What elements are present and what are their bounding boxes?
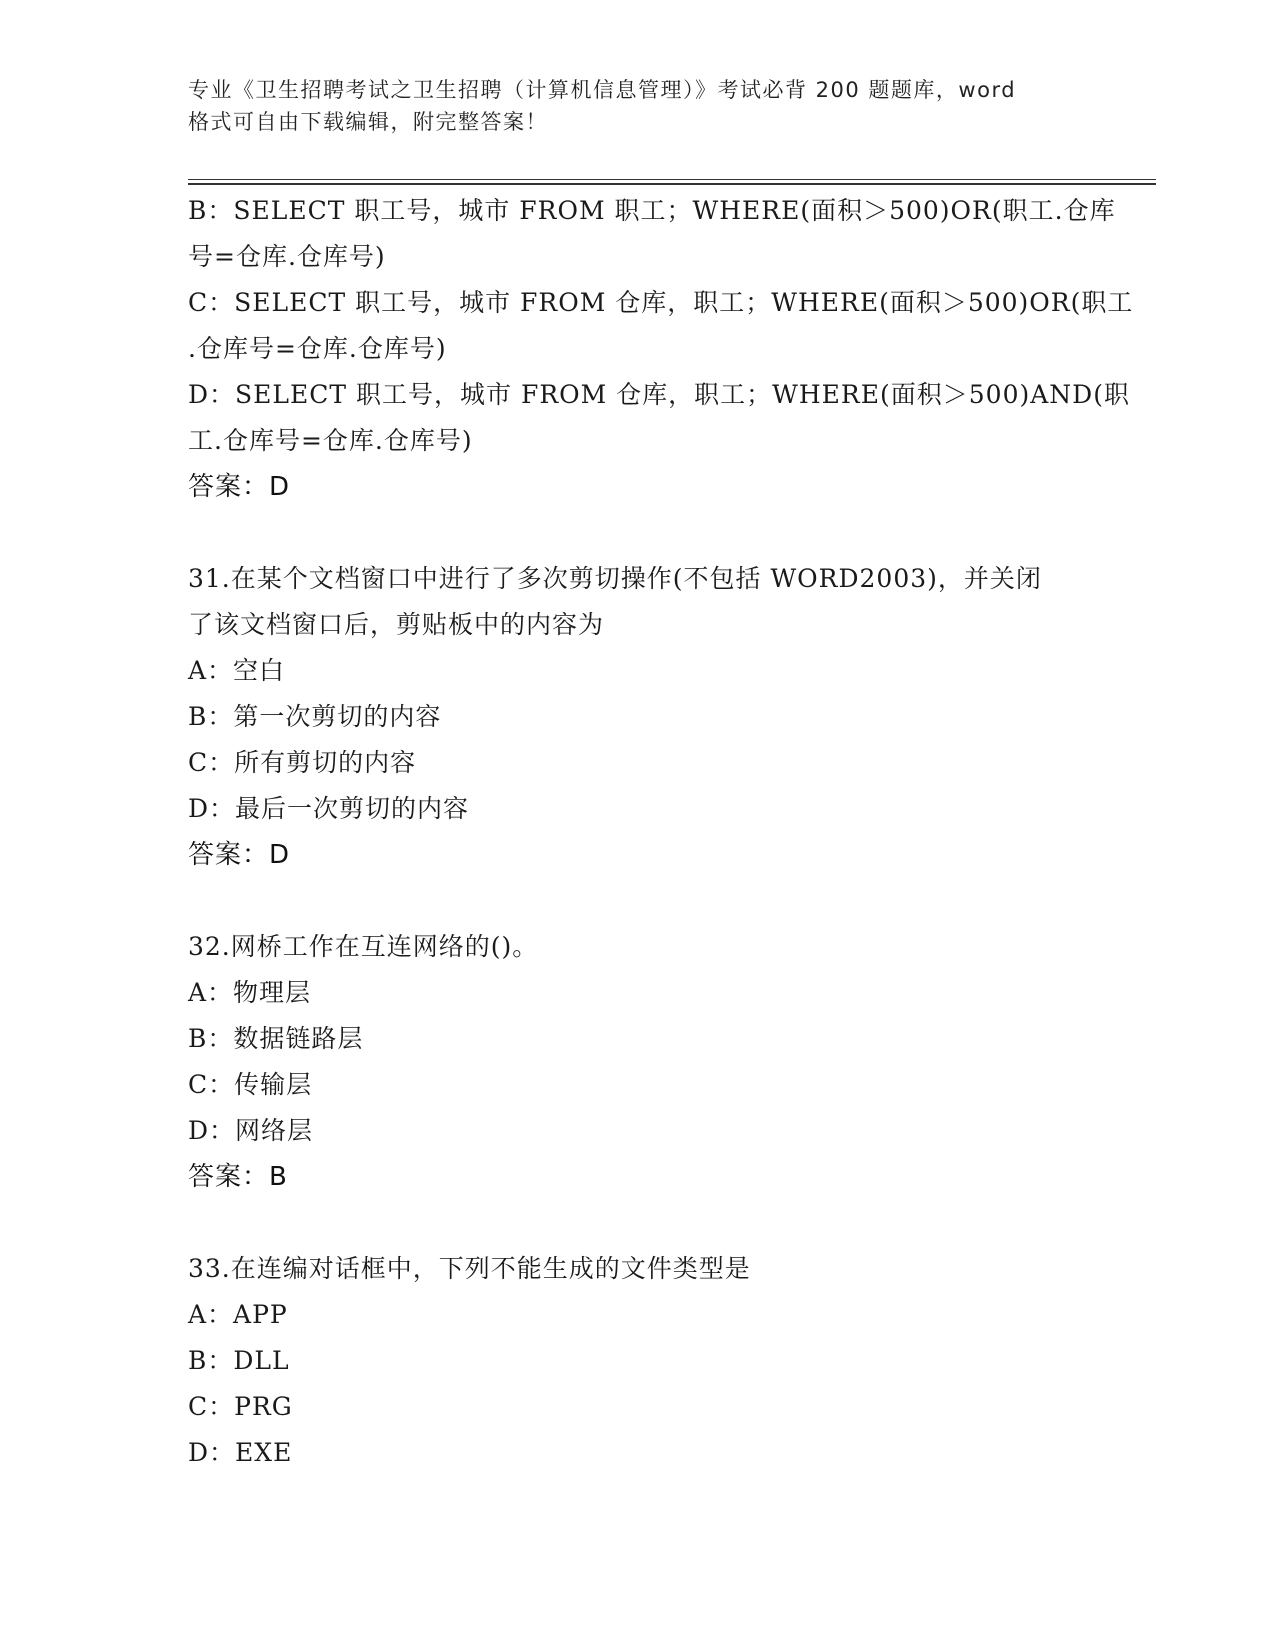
spacer xyxy=(188,878,1088,924)
answer: 答案：B xyxy=(188,1162,288,1192)
option-c: C：所有剪切的内容 xyxy=(188,748,417,777)
option-a: A：物理层 xyxy=(188,978,312,1007)
option-c-line-2: .仓库号=仓库.仓库号) xyxy=(188,334,447,363)
spacer xyxy=(188,510,1088,556)
spacer xyxy=(188,1200,1088,1246)
option-d-line-2: 工.仓库号=仓库.仓库号) xyxy=(188,426,473,455)
option-d: D：EXE xyxy=(188,1438,293,1467)
option-c: C：PRG xyxy=(188,1392,293,1421)
answer: 答案：D xyxy=(188,472,291,502)
question-33 xyxy=(188,1246,1088,1476)
option-c: C：传输层 xyxy=(188,1070,313,1099)
option-d: D：网络层 xyxy=(188,1116,314,1145)
question-30-continued xyxy=(188,188,1134,510)
option-a: A：空白 xyxy=(188,656,286,685)
question-32 xyxy=(188,924,1088,1200)
option-b: B：第一次剪切的内容 xyxy=(188,702,442,731)
answer: 答案：D xyxy=(188,840,291,870)
option-b-line-1: B：SELECT 职工号，城市 FROM 职工；WHERE(面积＞500)OR(职工.仓库 xyxy=(188,196,1116,225)
option-b: B：数据链路层 xyxy=(188,1024,364,1053)
question-text-line-2: 了该文档窗口后，剪贴板中的内容为 xyxy=(188,610,605,639)
question-text: 33.在连编对话框中，下列不能生成的文件类型是 xyxy=(188,1254,751,1283)
option-d: D：最后一次剪切的内容 xyxy=(188,794,470,823)
question-text: 32.网桥工作在互连网络的()。 xyxy=(188,932,539,961)
option-a: A：APP xyxy=(188,1300,288,1329)
header-line-2: 格式可自由下载编辑，附完整答案！ xyxy=(188,110,548,134)
option-b-line-2: 号=仓库.仓库号) xyxy=(188,242,386,271)
header-line-1: 专业《卫生招聘考试之卫生招聘（计算机信息管理）》考试必背 200 题题库，word xyxy=(188,78,1017,102)
question-list xyxy=(188,188,1134,1476)
header-divider-thick xyxy=(188,183,1156,185)
option-d-line-1: D：SELECT 职工号，城市 FROM 仓库，职工；WHERE(面积＞500)AND(职 xyxy=(188,380,1130,409)
question-31 xyxy=(188,556,1088,878)
header-divider-thin xyxy=(188,179,1156,180)
question-text-line-1: 31.在某个文档窗口中进行了多次剪切操作(不包括 WORD2003)，并关闭 xyxy=(188,564,1042,593)
option-b: B：DLL xyxy=(188,1346,290,1375)
option-c-line-1: C：SELECT 职工号，城市 FROM 仓库，职工；WHERE(面积＞500)OR(职工 xyxy=(188,288,1134,317)
page-header xyxy=(188,74,1088,138)
